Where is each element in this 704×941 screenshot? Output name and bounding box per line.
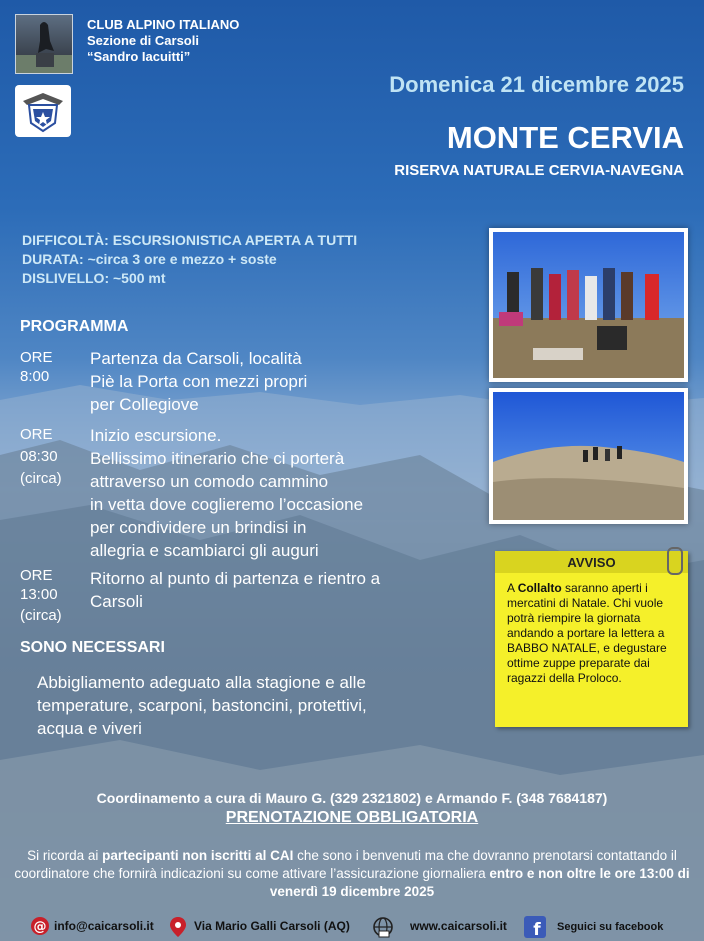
desc-line: Inizio escursione.: [90, 426, 222, 445]
event-title: MONTE CERVIA: [446, 120, 684, 155]
desc-line: Ritorno al punto di partenza e rientro a: [90, 569, 381, 588]
difficulty: DIFFICOLTÀ: ESCURSIONISTICA APERTA A TUTTI: [22, 232, 358, 248]
email-link[interactable]: info@caicarsoli.it: [54, 919, 154, 933]
time-label: ORE: [20, 567, 53, 584]
programma-heading: PROGRAMMA: [20, 318, 129, 335]
avviso-text-part: A: [507, 581, 518, 595]
desc-line: Carsoli: [90, 592, 143, 611]
club-statue-logo: [15, 14, 73, 74]
club-name: [87, 17, 239, 65]
schedule-time: [20, 424, 62, 490]
desc-line: attraverso un comodo cammino: [90, 472, 329, 491]
club-line: CLUB ALPINO ITALIANO: [87, 17, 240, 32]
insurance-note: [12, 847, 692, 901]
note-text: che sono i benvenuti ma che dovranno prenotarsi contattando il coordinatore che fornirà indicazioni su come attivare l’assicurazione giornaliera: [14, 848, 677, 881]
facebook-icon: [524, 916, 548, 940]
necessari-heading: SONO NECESSARI: [20, 639, 165, 656]
schedule-description: [90, 424, 363, 562]
necessari-line: temperature, scarponi, bastoncini, protettivi,: [37, 696, 367, 715]
club-line: “Sandro Iacuitti”: [87, 49, 191, 64]
desc-line: Piè la Porta con mezzi propri: [90, 372, 308, 391]
website-globe-icon: [371, 916, 395, 938]
desc-line: Partenza da Carsoli, località: [90, 349, 302, 368]
schedule-description: [90, 347, 307, 416]
desc-line: allegria e scambiarci gli auguri: [90, 541, 319, 560]
club-line: Sezione di Carsoli: [87, 33, 199, 48]
schedule-time: [20, 348, 53, 386]
desc-line: Bellissimo itinerario che ci porterà: [90, 449, 345, 468]
summit-photo: [489, 388, 688, 524]
note-bold: partecipanti non iscritti al CAI: [102, 848, 294, 863]
elevation-gain: DISLIVELLO: ~500 mt: [22, 270, 166, 286]
group-photo: [489, 228, 688, 382]
svg-text:f: f: [533, 920, 541, 940]
avviso-note: [495, 551, 688, 727]
avviso-heading: AVVISO: [495, 551, 688, 573]
desc-line: per Collegiove: [90, 395, 199, 414]
svg-text:@: @: [33, 919, 47, 935]
website-link[interactable]: www.caicarsoli.it: [410, 919, 507, 933]
time-label: ORE: [20, 426, 53, 443]
footer: [0, 913, 704, 941]
necessari-list: [37, 671, 367, 740]
time-note: (circa): [20, 607, 62, 624]
schedule-time: [20, 566, 62, 625]
time-value: 8:00: [20, 368, 50, 385]
desc-line: in vetta dove coglieremo l’occasione: [90, 495, 364, 514]
booking-required: PRENOTAZIONE OBBLIGATORIA: [225, 809, 479, 826]
event-subtitle: RISERVA NATURALE CERVIA-NAVEGNA: [394, 162, 684, 179]
necessari-line: Abbigliamento adeguato alla stagione e alle: [37, 673, 366, 692]
location-pin-icon: [168, 916, 188, 938]
schedule-description: [90, 567, 380, 613]
avviso-highlight: Collalto: [517, 581, 562, 595]
note-bold: entro e non oltre le ore 13:00 di venerdì 19 dicembre 2025: [269, 866, 690, 899]
cai-logo: [15, 85, 71, 137]
duration: DURATA: ~circa 3 ore e mezzo + soste: [22, 251, 277, 267]
coordinators: Coordinamento a cura di Mauro G. (329 2321802) e Armando F. (348 7684187): [96, 790, 608, 806]
trip-info: [22, 231, 357, 288]
email-icon: [30, 916, 50, 936]
necessari-line: acqua e viveri: [37, 719, 142, 738]
avviso-text: [507, 581, 683, 686]
paperclip-icon: [667, 547, 683, 575]
desc-line: per condividere un brindisi in: [90, 518, 307, 537]
time-note: (circa): [20, 470, 62, 487]
time-value: 13:00: [20, 586, 58, 603]
event-date: Domenica 21 dicembre 2025: [389, 72, 684, 97]
time-value: 08:30: [20, 448, 58, 465]
note-text: Si ricorda ai: [27, 848, 103, 863]
facebook-link[interactable]: Seguici su facebook: [557, 921, 664, 933]
time-label: ORE: [20, 349, 53, 366]
address: Via Mario Galli Carsoli (AQ): [194, 919, 350, 933]
avviso-text-part: saranno aperti i mercatini di Natale. Chi vuole potrà riempire la giornata andando a portare la lettera a BABBO NATALE, e degustare ottime zuppe preparate dai ragazzi della Proloco.: [507, 581, 667, 685]
